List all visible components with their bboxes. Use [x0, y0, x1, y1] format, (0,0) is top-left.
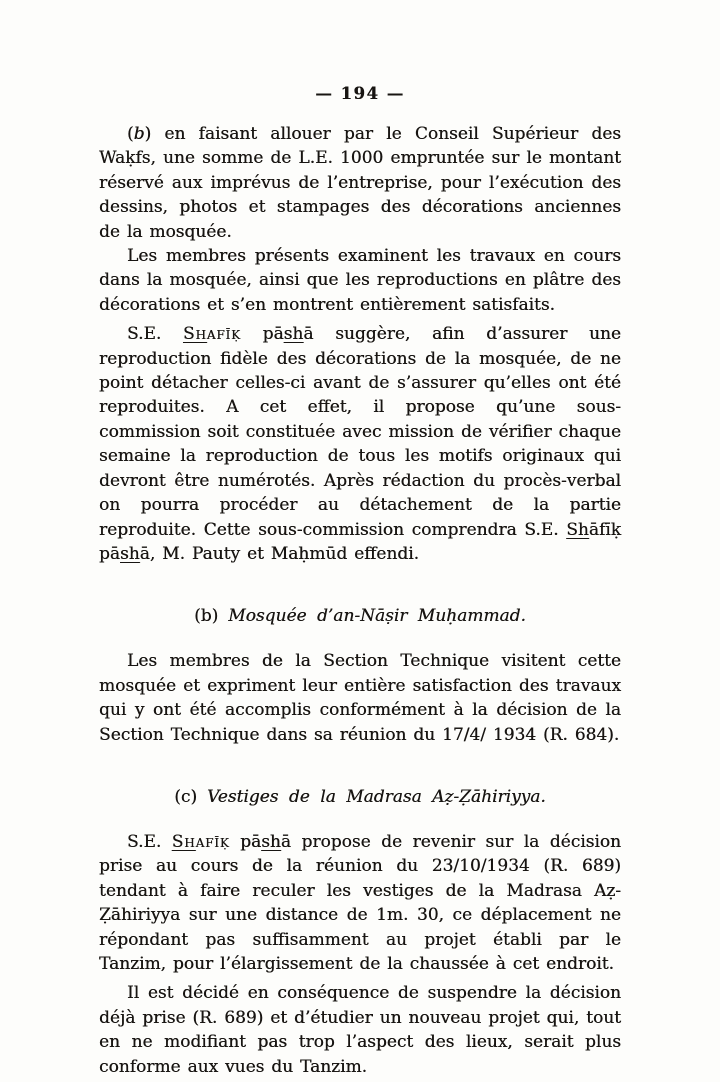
section-marker: (c) [174, 786, 198, 807]
section-heading-c [99, 785, 621, 809]
paragraph-text: Il est décidé en conséquence de suspendre la décision déjà prise (R. 689) et d’étudier un nouveau projet qui, tout en ne modifiant pas trop l’aspect des lieux, serait plus conforme aux vues du Tanzim. [99, 983, 621, 1077]
list-marker-letter: b [133, 124, 145, 144]
page-number: — 194 — [315, 84, 405, 103]
paragraph-members-examine [99, 244, 621, 317]
name-shafik-smallcaps: afīḳ [195, 831, 230, 852]
name-shafik-smallcaps: afīḳ [206, 324, 241, 345]
paragraph-text: ā suggère, afin d’assurer une reproduction fidèle des décorations de la mosquée, de ne point détacher celles-ci avant de s’assurer qu’elles ont été reproduites. A cet effet, il propose qu’une sous-commission soit constituée avec mission de vérifier chaque semaine la reproduction de tous les motifs originaux qui devront être numérotés. Après rédaction du procès-verbal on pourra procéder au détachement de la partie reproduite. Cette sous-commission comprendra S.E. [99, 324, 621, 540]
paragraph-text: S.E. [127, 324, 183, 345]
paragraph-shafik-suggestion [99, 322, 621, 566]
paragraph-text: S.E. [127, 831, 172, 852]
name-shafik-smallcaps: Sh [182, 324, 207, 345]
section-title: Mosquée d’an-Nāṣir Muḥammad. [228, 606, 526, 627]
word-pasha-underline: sh [120, 543, 140, 564]
paragraph-text: pā [229, 831, 262, 852]
paragraph-text: ) en faisant allouer par le Conseil Supérieur des Waḳfs, une somme de L.E. 1000 empruntée sur le montant réservé aux imprévus de l’entreprise, pour l’exécution des dessins, photos et stampages des décorations anciennes de la mosquée. [99, 124, 621, 242]
paragraph-text: Les membres présents examinent les travaux en cours dans la mosquée, ainsi que les reproductions en plâtre des décorations et s’en montrent entièrement satisfaits. [99, 246, 621, 315]
paragraph-text: pā [240, 324, 284, 345]
paragraph-decision-suspend [99, 981, 621, 1079]
text-block [99, 122, 621, 1079]
list-marker-paren: ( [127, 124, 134, 144]
name-shafik-smallcaps: Sh [171, 831, 196, 852]
section-heading-b [99, 604, 621, 628]
paragraph-section-technique [99, 649, 621, 747]
name-shafik: āfīḳ [588, 519, 621, 540]
section-title: Vestiges de la Madrasa Aẓ-Ẓāhiriyya. [207, 786, 546, 807]
paragraph-wakfs-allocation [99, 122, 621, 244]
section-marker: (b) [194, 606, 219, 627]
paragraph-text: Les membres de la Section Technique visitent cette mosquée et expriment leur entière satisfaction des travaux qui y ont été accomplis conformément à la décision de la Section Technique dans sa réunion du 17/4/ 1934 (R. 684). [99, 651, 621, 745]
name-shafik-underline: Sh [566, 519, 589, 540]
paragraph-text: pā [99, 543, 121, 564]
word-pasha-underline: sh [283, 324, 304, 345]
paragraph-shafik-proposal [99, 830, 621, 976]
paragraph-text: ā propose de revenir sur la décision prise au cours de la réunion du 23/10/1934 (R. 689) tendant à faire reculer les vestiges de la Madrasa Aẓ-Ẓāhiriyya sur une distance de 1m. 30, ce déplacement ne répondant pas suffisamment au projet établi par le Tanzim, pour l’élargissement de la chaussée à cet endroit. [99, 831, 621, 974]
paragraph-text: ā, M. Pauty et Maḥmūd effendi. [139, 543, 419, 564]
word-pasha-underline: sh [261, 831, 281, 852]
